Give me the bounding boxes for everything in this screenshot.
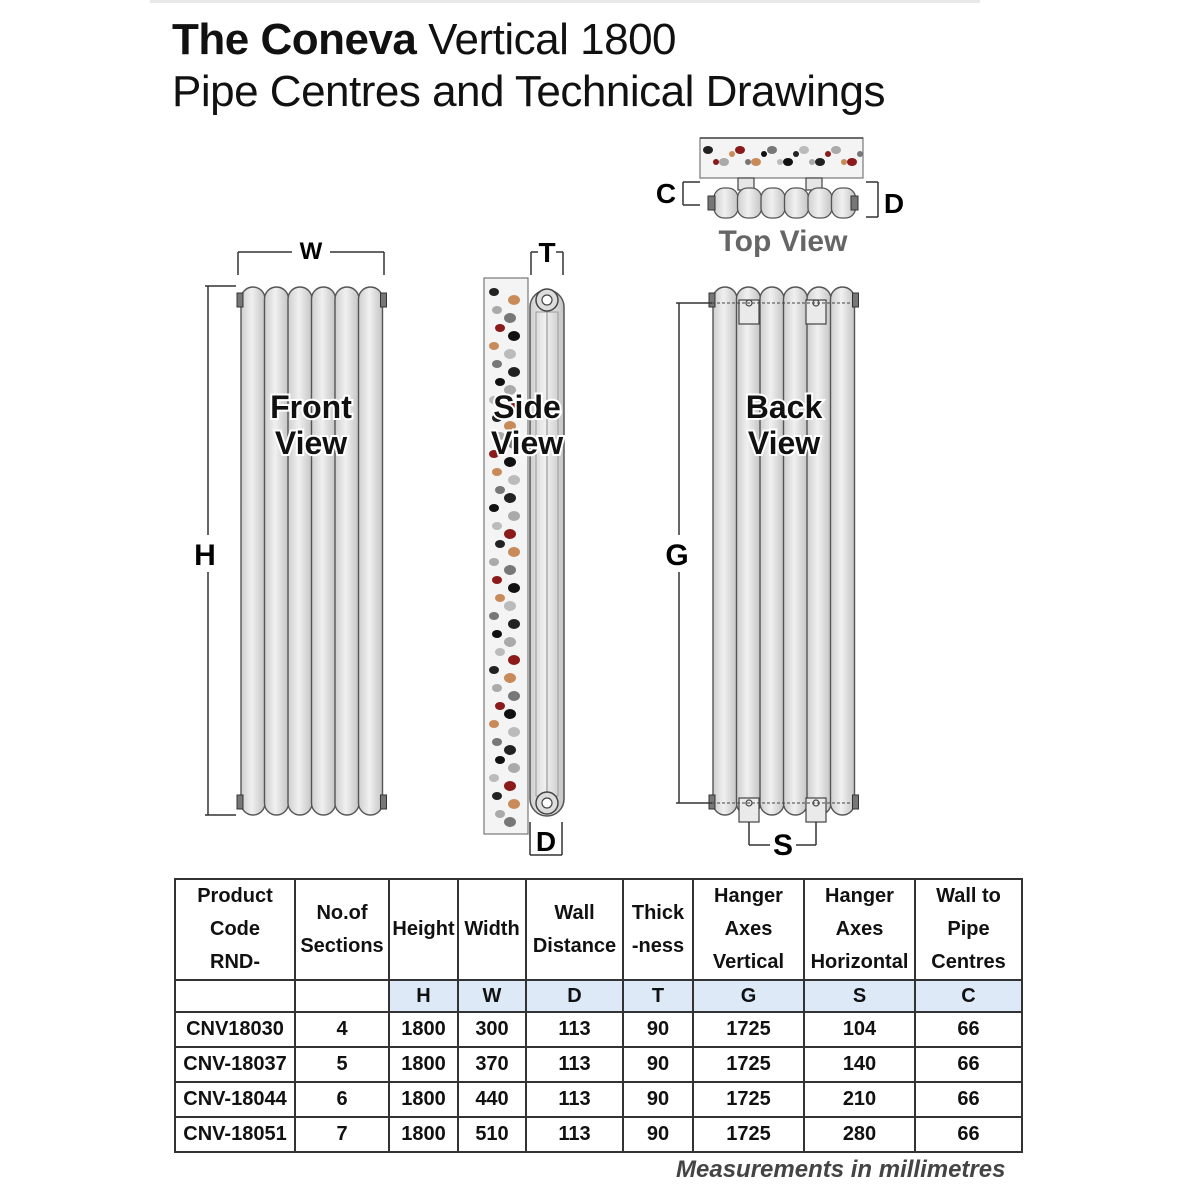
aggregate-stone: [713, 159, 719, 165]
header-line: Horizontal: [810, 951, 909, 973]
value-cell: 113: [526, 1082, 623, 1117]
value-cell: 90: [623, 1047, 693, 1082]
aggregate-stone: [793, 151, 799, 157]
aggregate-stone: [489, 288, 499, 296]
aggregate-stone: [508, 799, 520, 809]
end-cap-icon: [381, 795, 387, 809]
value-cell: 66: [915, 1117, 1022, 1152]
value-cell: 510: [458, 1117, 526, 1152]
aggregate-stone: [495, 378, 505, 386]
value-cell: 1800: [389, 1117, 458, 1152]
header-line: Hanger: [714, 885, 783, 907]
aggregate-stone: [508, 655, 520, 665]
dim-label-d-side: D: [535, 826, 557, 857]
dim-label-w: W: [299, 238, 323, 265]
aggregate-stone: [495, 486, 505, 494]
symbol-cell: T: [623, 980, 693, 1012]
table-row: [175, 1012, 1022, 1047]
aggregate-stone: [492, 468, 502, 476]
radiator-tube: [241, 287, 265, 815]
aggregate-stone: [492, 630, 502, 638]
aggregate-stone: [508, 727, 520, 737]
aggregate-stone: [489, 504, 499, 512]
specifications-table: [174, 878, 1023, 1153]
radiator-tube: [784, 287, 808, 815]
aggregate-stone: [504, 529, 516, 539]
header-line: Code: [210, 918, 260, 940]
header-line: -ness: [631, 934, 685, 957]
header-line: Centres: [931, 951, 1006, 973]
top-depth-dimension: [866, 182, 878, 217]
aggregate-stone: [504, 781, 516, 791]
dim-label-c: C: [655, 178, 677, 209]
value-cell: 370: [458, 1047, 526, 1082]
aggregate-stone: [703, 146, 713, 154]
aggregate-stone: [719, 158, 729, 166]
value-cell: 66: [915, 1012, 1022, 1047]
value-cell: 1725: [693, 1047, 804, 1082]
aggregate-stone: [504, 709, 516, 719]
aggregate-stone: [504, 313, 516, 323]
value-cell: 1800: [389, 1047, 458, 1082]
back-view-label-line2: View: [747, 425, 821, 461]
aggregate-stone: [841, 159, 847, 165]
aggregate-stone: [831, 146, 841, 154]
aggregate-stone: [729, 151, 735, 157]
radiator-tube: [288, 287, 312, 815]
header-line: No.of: [316, 901, 368, 924]
symbol-cell: W: [458, 980, 526, 1012]
aggregate-stone: [508, 331, 520, 341]
aggregate-stone: [495, 810, 505, 818]
radiator-tube: [807, 287, 831, 815]
radiator-tube: [265, 287, 289, 815]
product-code-cell: CNV18030: [175, 1012, 295, 1047]
header-line: Width: [464, 918, 520, 940]
value-cell: 440: [458, 1082, 526, 1117]
aggregate-stone: [495, 594, 505, 602]
value-cell: 90: [623, 1082, 693, 1117]
header-cell: [458, 879, 526, 980]
value-cell: 1800: [389, 1012, 458, 1047]
measurement-note: Measurements in millimetres: [676, 1156, 1006, 1183]
aggregate-stone: [492, 792, 502, 800]
bottom-pipe-bore: [542, 798, 552, 808]
header-line: Distance: [532, 934, 617, 957]
header-line: RND-: [210, 951, 260, 973]
end-cap-icon: [851, 196, 858, 210]
back-view-drawing: [665, 287, 858, 862]
wall-to-pipe-dimension: [683, 182, 700, 205]
aggregate-stone: [825, 151, 831, 157]
header-line: Axes: [835, 918, 884, 940]
value-cell: 300: [458, 1012, 526, 1047]
aggregate-stone: [777, 159, 783, 165]
aggregate-stone: [508, 691, 520, 701]
symbol-cell: D: [526, 980, 623, 1012]
header-line: Thick: [631, 901, 685, 924]
tube-cross-section: [714, 188, 738, 218]
radiator-tube: [713, 287, 737, 815]
end-cap-icon: [708, 196, 715, 210]
value-cell: 104: [804, 1012, 915, 1047]
aggregate-stone: [751, 158, 761, 166]
aggregate-stone: [489, 720, 499, 728]
table-row: [175, 1082, 1022, 1117]
dim-label-g: G: [665, 539, 689, 572]
aggregate-stone: [489, 666, 499, 674]
value-cell: 113: [526, 1012, 623, 1047]
header-line: Axes: [724, 918, 773, 940]
front-view-tubes: [237, 287, 387, 815]
front-view-label-line2: View: [274, 425, 348, 461]
side-view-label-line1: Side: [493, 389, 561, 425]
header-line: Hanger: [825, 885, 894, 907]
dim-label-d-top: D: [883, 188, 905, 219]
header-line: Vertical: [712, 951, 785, 973]
aggregate-stone: [508, 295, 520, 305]
value-cell: 5: [295, 1047, 389, 1082]
value-cell: 66: [915, 1082, 1022, 1117]
value-cell: 1725: [693, 1117, 804, 1152]
value-cell: 280: [804, 1117, 915, 1152]
aggregate-stone: [492, 576, 502, 584]
symbol-cell: G: [693, 980, 804, 1012]
radiator-tube: [335, 287, 359, 815]
aggregate-stone: [504, 637, 516, 647]
aggregate-stone: [492, 738, 502, 746]
back-view-label-line1: Back: [745, 389, 823, 425]
aggregate-stone: [847, 158, 857, 166]
top-view-wall: [700, 138, 863, 178]
aggregate-stone: [504, 349, 516, 359]
dim-label-h: H: [194, 539, 216, 572]
header-cell: [175, 879, 295, 980]
end-cap-icon: [237, 293, 243, 307]
side-view-drawing: [484, 237, 564, 857]
aggregate-stone: [508, 763, 520, 773]
aggregate-stone: [508, 475, 520, 485]
value-cell: 66: [915, 1047, 1022, 1082]
value-cell: 90: [623, 1117, 693, 1152]
value-cell: 1725: [693, 1082, 804, 1117]
header-cell: [804, 879, 915, 980]
end-cap-icon: [853, 293, 859, 307]
value-cell: 113: [526, 1047, 623, 1082]
value-cell: 113: [526, 1117, 623, 1152]
value-cell: 4: [295, 1012, 389, 1047]
value-cell: 90: [623, 1012, 693, 1047]
dim-label-s: S: [772, 829, 794, 862]
aggregate-stone: [504, 565, 516, 575]
end-cap-icon: [853, 795, 859, 809]
header-line: Height: [392, 918, 455, 940]
aggregate-stone: [735, 146, 745, 154]
aggregate-stone: [492, 522, 502, 530]
header-line: Wall to: [936, 885, 1001, 907]
header-cell: [693, 879, 804, 980]
aggregate-stone: [492, 306, 502, 314]
tube-cross-section: [808, 188, 832, 218]
aggregate-stone: [809, 159, 815, 165]
header-line: Pipe: [947, 918, 990, 940]
tube-cross-section: [785, 188, 809, 218]
aggregate-stone: [508, 583, 520, 593]
value-cell: 6: [295, 1082, 389, 1117]
value-cell: 140: [804, 1047, 915, 1082]
symbol-cell: [175, 980, 295, 1012]
aggregate-stone: [489, 558, 499, 566]
header-cell: [295, 879, 389, 980]
title-product-name: The Coneva: [172, 15, 417, 64]
top-pipe-bore: [542, 295, 552, 305]
value-cell: 1800: [389, 1082, 458, 1117]
aggregate-stone: [504, 817, 516, 827]
aggregate-stone: [504, 673, 516, 683]
aggregate-stone: [508, 547, 520, 557]
aggregate-stone: [495, 756, 505, 764]
aggregate-stone: [799, 146, 809, 154]
header-line: Wall: [554, 901, 595, 924]
header-line: Product: [197, 885, 273, 907]
aggregate-stone: [745, 159, 751, 165]
radiator-tube: [831, 287, 855, 815]
table-row: [175, 1117, 1022, 1152]
aggregate-stone: [495, 540, 505, 548]
top-view-drawing: [656, 138, 904, 258]
value-cell: 7: [295, 1117, 389, 1152]
aggregate-stone: [495, 702, 505, 710]
front-view-label-line1: Front: [270, 389, 352, 425]
product-code-cell: CNV-18051: [175, 1117, 295, 1152]
aggregate-stone: [504, 601, 516, 611]
aggregate-stone: [489, 342, 499, 350]
symbol-cell: C: [915, 980, 1022, 1012]
symbol-cell: [295, 980, 389, 1012]
aggregate-stone: [857, 151, 863, 157]
product-code-cell: CNV-18037: [175, 1047, 295, 1082]
aggregate-stone: [489, 612, 499, 620]
table-body: [175, 1012, 1022, 1152]
table-row: [175, 1047, 1022, 1082]
table-symbol-row: [175, 980, 1022, 1012]
back-view-tubes: [709, 287, 859, 815]
top-view-label: Top View: [718, 225, 848, 258]
top-view-tube-sections: [708, 188, 858, 218]
radiator-tube: [737, 287, 761, 815]
symbol-cell: S: [804, 980, 915, 1012]
end-cap-icon: [709, 795, 715, 809]
aggregate-stone: [815, 158, 825, 166]
front-view-drawing: [194, 238, 386, 815]
dim-label-t: T: [538, 237, 556, 268]
end-cap-icon: [709, 293, 715, 307]
aggregate-stone: [783, 158, 793, 166]
aggregate-stone: [492, 684, 502, 692]
side-view-label-line2: View: [490, 425, 564, 461]
symbol-cell: H: [389, 980, 458, 1012]
aggregate-stone: [504, 745, 516, 755]
aggregate-stone: [504, 493, 516, 503]
header-cell: [915, 879, 1022, 980]
aggregate-stone: [767, 146, 777, 154]
tube-cross-section: [761, 188, 785, 218]
radiator-tube: [359, 287, 383, 815]
value-cell: 210: [804, 1082, 915, 1117]
radiator-tube: [760, 287, 784, 815]
aggregate-stone: [492, 360, 502, 368]
product-code-cell: CNV-18044: [175, 1082, 295, 1117]
tube-cross-section: [738, 188, 762, 218]
aggregate-stone: [508, 619, 520, 629]
title-subtitle: Pipe Centres and Technical Drawings: [172, 67, 885, 116]
header-line: Sections: [300, 934, 384, 957]
aggregate-stone: [761, 151, 767, 157]
header-cell: [389, 879, 458, 980]
end-cap-icon: [237, 795, 243, 809]
header-cell: [623, 879, 693, 980]
header-cell: [526, 879, 623, 980]
aggregate-stone: [489, 774, 499, 782]
radiator-tube: [312, 287, 336, 815]
aggregate-stone: [508, 511, 520, 521]
aggregate-stone: [495, 648, 505, 656]
aggregate-stone: [508, 367, 520, 377]
table-header-row: [175, 879, 1022, 980]
value-cell: 1725: [693, 1012, 804, 1047]
aggregate-stone: [495, 324, 505, 332]
end-cap-icon: [381, 293, 387, 307]
title-model: Vertical 1800: [428, 15, 677, 64]
